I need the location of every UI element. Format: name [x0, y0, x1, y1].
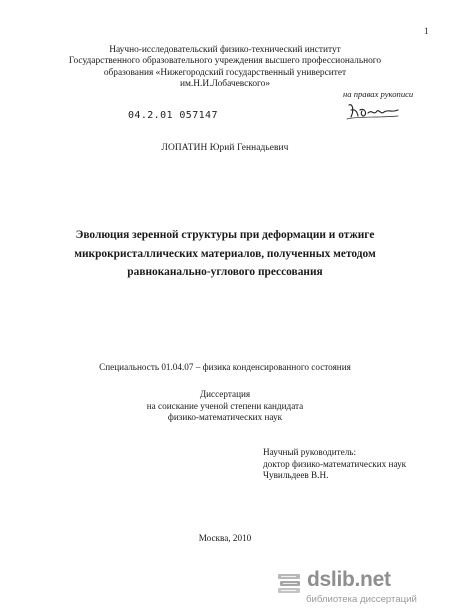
supervisor-line: Научный руководитель: [263, 447, 357, 457]
degree-line: Диссертация [199, 389, 251, 399]
institution-line: Научно-исследовательский физико-технический институт [109, 45, 341, 55]
page-number: 1 [424, 26, 429, 36]
supervisor-block [263, 447, 406, 482]
degree-line: на соискание ученой степени кандидата [146, 400, 304, 411]
author-name: ЛОПАТИН Юрий Геннадьевич [161, 143, 289, 153]
manuscript-note: на правах рукописи [343, 89, 414, 99]
supervisor-line: доктор физико-математических наук [263, 458, 407, 469]
book-stack-icon [276, 571, 302, 597]
institution-line: им.Н.И.Лобачевского» [179, 78, 271, 89]
watermark-caption: библиотека диссертаций [306, 594, 417, 605]
place-and-year: Москва, 2010 [198, 533, 252, 543]
institution-line: Государственного образовательного учреждения высшего профессионального [68, 56, 382, 67]
supervisor-line: Чувильдеев В.Н. [263, 470, 329, 481]
thesis-title-line: Эволюция зеренной структуры при деформации и отжиге [75, 229, 375, 241]
degree-line: физико-математических наук [167, 412, 283, 423]
specialty-line: Специальность 01.04.07 – физика конденсированного состояния [99, 362, 351, 372]
thesis-title [0, 226, 450, 282]
institution-header [0, 45, 450, 90]
thesis-title-line: микрокристаллических материалов, полученных методом [74, 247, 376, 260]
watermark-brand: dslib.net [307, 568, 391, 591]
thesis-title-line: равноканально-углового прессования [127, 266, 323, 278]
registry-number-stamp: 04.2.01 057147 [128, 110, 218, 121]
institution-line: образования «Нижегородский государственный университет [103, 67, 347, 78]
degree-statement [0, 389, 450, 424]
watermark [276, 568, 446, 608]
handwritten-signature [346, 99, 402, 123]
